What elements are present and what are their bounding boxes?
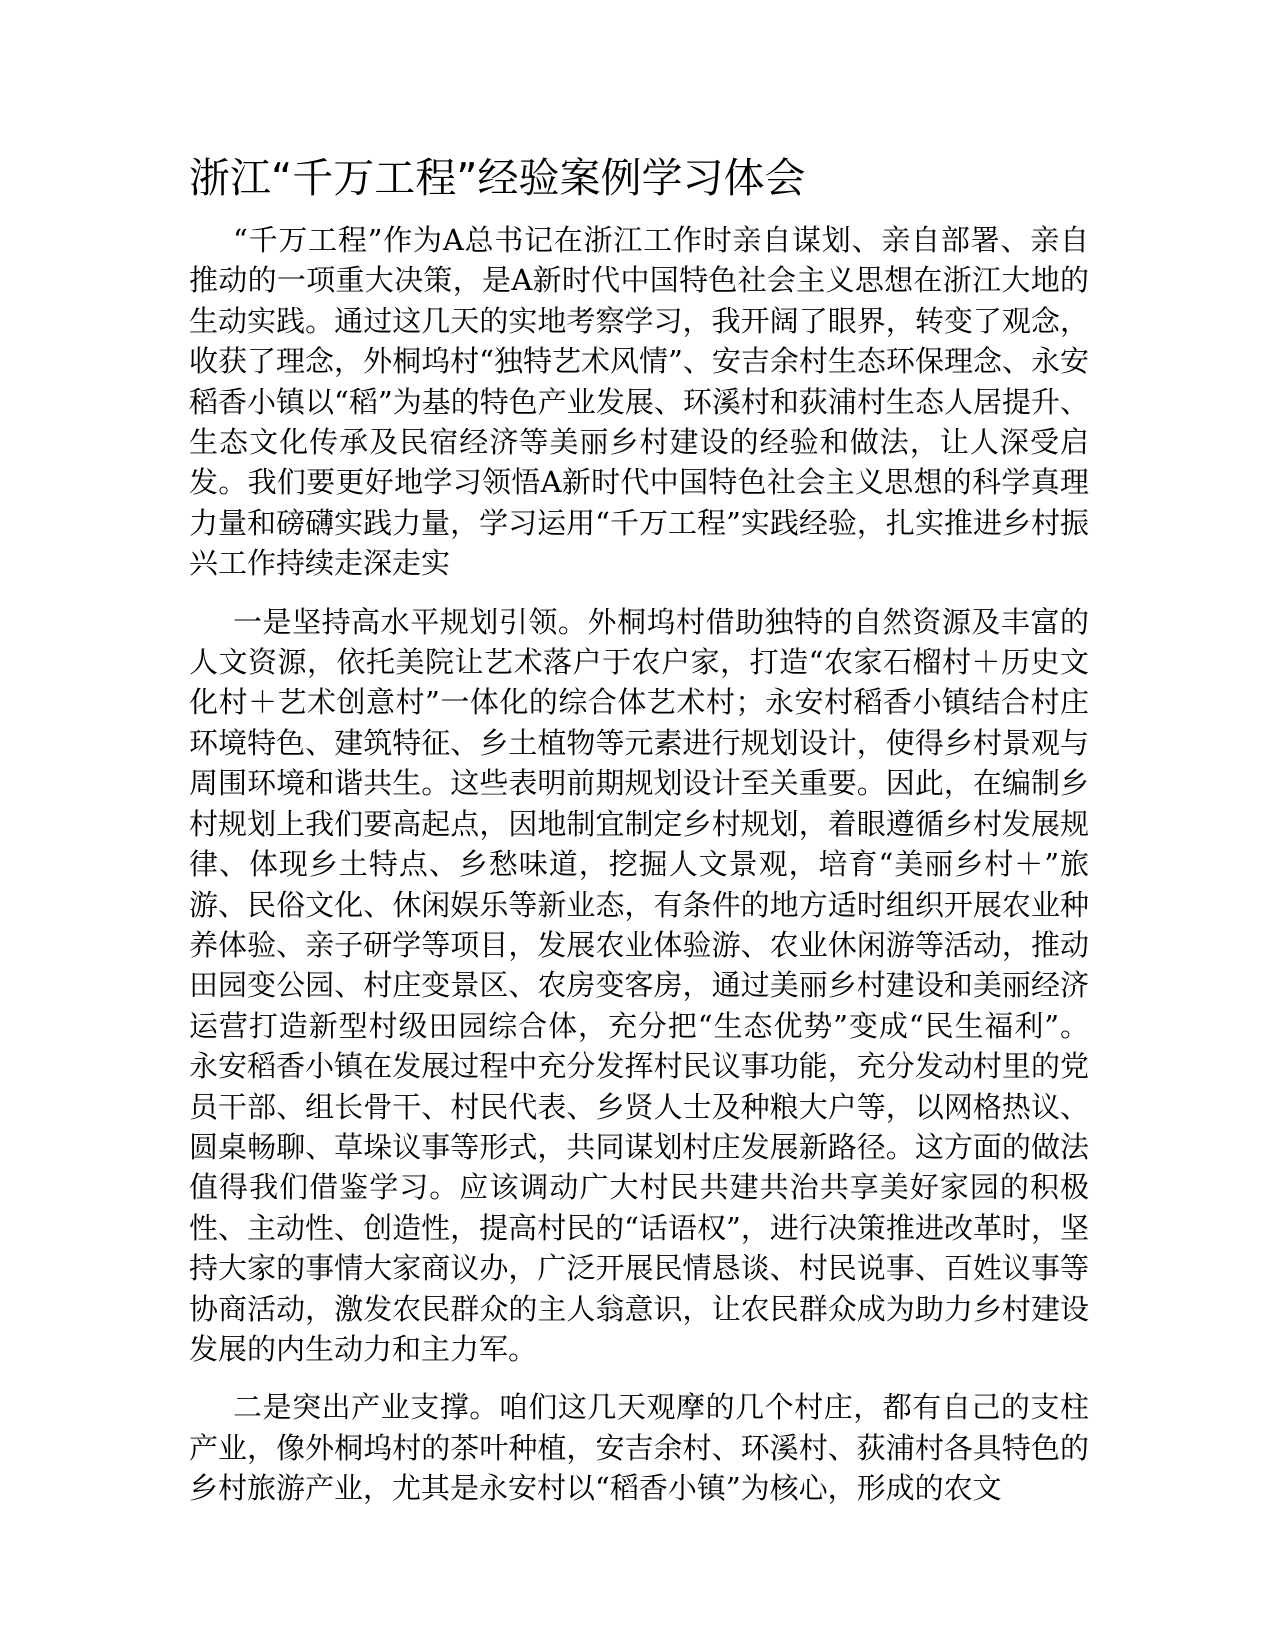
paragraph-planning: 一是坚持高水平规划引领。外桐坞村借助独特的自然资源及丰富的人文资源，依托美院让艺术落户于农户家，打造“农家石榴村＋历史文化村＋艺术创意村”一体化的综合体艺术村；永安村稻香小镇结合村庄环境特色、建筑特征、乡土植物等元素进行规划设计，使得乡村景观与周围环境和谐共生。这些表明前期规划设计至关重要。因此，在编制乡村规划上我们要高起点，因地制宜制定乡村规划，着眼遵循乡村发展规律、体现乡土特点、乡愁味道，挖掘人文景观，培育“美丽乡村＋”旅游、民俗文化、休闲娱乐等新业态，有条件的地方适时组织开展农业种养体验、亲子研学等项目，发展农业体验游、农业休闲游等活动，推动田园变公园、村庄变景区、农房变客房，通过美丽乡村建设和美丽经济运营打造新型村级田园综合体，充分把“生态优势”变成“民生福利”。永安稻香小镇在发展过程中充分发挥村民议事功能，充分发动村里的党员干部、组长骨干、村民代表、乡贤人士及种粮大户等，以网格热议、圆桌畅聊、草垛议事等形式，共同谋划村庄发展新路径。这方面的做法值得我们借鉴学习。应该调动广大村民共建共治共享美好家园的积极性、主动性、创造性，提高村民的“话语权”，进行决策推进改革时，坚持大家的事情大家商议办，广泛开展民情恳谈、村民说事、百姓议事等协商活动，激发农民群众的主人翁意识，让农民群众成为助力乡村建设发展的内生动力和主力军。: [189, 604, 1089, 1366]
document-title: 浙江“千万工程”经验案例学习体会: [189, 154, 806, 202]
paragraph-intro: “千万工程”作为A总书记在浙江工作时亲自谋划、亲自部署、亲自推动的一项重大决策，是A新时代中国特色社会主义思想在浙江大地的生动实践。通过这几天的实地考察学习，我开阔了眼界，转变了观念，收获了理念，外桐坞村“独特艺术风情”、安吉余村生态环保理念、永安稻香小镇以“稻”为基的特色产业发展、环溪村和荻浦村生态人居提升、生态文化传承及民宿经济等美丽乡村建设的经验和做法，让人深受启发。我们要更好地学习领悟A新时代中国特色社会主义思想的科学真理力量和磅礴实践力量，学习运用“千万工程”实践经验，扎实推进乡村振兴工作持续走深走实: [189, 223, 1089, 581]
paragraph-industry: 二是突出产业支撑。咱们这几天观摩的几个村庄，都有自己的支柱产业，像外桐坞村的茶叶种植，安吉余村、环溪村、荻浦村各具特色的乡村旅游产业，尤其是永安村以“稻香小镇”为核心，形成的农文: [189, 1390, 1089, 1506]
document-body: [189, 220, 1089, 1527]
